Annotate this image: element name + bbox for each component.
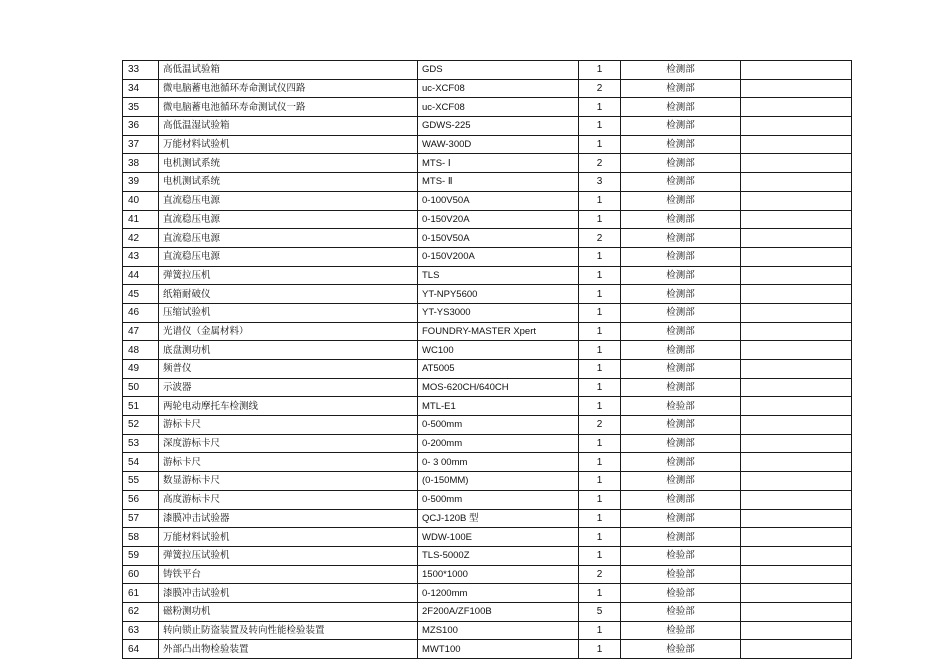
table-row bbox=[123, 117, 852, 136]
equipment-model-cell: 0-500mm bbox=[418, 416, 579, 435]
remarks-cell bbox=[741, 266, 852, 285]
remarks-cell bbox=[741, 61, 852, 80]
quantity-cell: 1 bbox=[579, 285, 621, 304]
row-number-cell: 40 bbox=[123, 191, 159, 210]
equipment-model-cell: MTL-E1 bbox=[418, 397, 579, 416]
row-number-cell: 61 bbox=[123, 584, 159, 603]
equipment-model-cell: TLS-5000Z bbox=[418, 546, 579, 565]
department-cell: 检验部 bbox=[621, 584, 741, 603]
table-row bbox=[123, 453, 852, 472]
table-row bbox=[123, 61, 852, 80]
remarks-cell bbox=[741, 135, 852, 154]
remarks-cell bbox=[741, 210, 852, 229]
table-row bbox=[123, 98, 852, 117]
department-cell: 检测部 bbox=[621, 360, 741, 379]
quantity-cell: 1 bbox=[579, 434, 621, 453]
remarks-cell bbox=[741, 322, 852, 341]
quantity-cell: 1 bbox=[579, 266, 621, 285]
equipment-name-cell: 高低温湿试验箱 bbox=[159, 117, 418, 136]
quantity-cell: 1 bbox=[579, 61, 621, 80]
equipment-model-cell: 0-150V50A bbox=[418, 229, 579, 248]
remarks-cell bbox=[741, 640, 852, 659]
row-number-cell: 41 bbox=[123, 210, 159, 229]
row-number-cell: 54 bbox=[123, 453, 159, 472]
table-row bbox=[123, 322, 852, 341]
quantity-cell: 1 bbox=[579, 303, 621, 322]
equipment-name-cell: 直流稳压电源 bbox=[159, 247, 418, 266]
quantity-cell: 2 bbox=[579, 229, 621, 248]
equipment-model-cell: AT5005 bbox=[418, 360, 579, 379]
table-row bbox=[123, 416, 852, 435]
quantity-cell: 1 bbox=[579, 584, 621, 603]
remarks-cell bbox=[741, 98, 852, 117]
equipment-name-cell: 游标卡尺 bbox=[159, 453, 418, 472]
remarks-cell bbox=[741, 191, 852, 210]
remarks-cell bbox=[741, 434, 852, 453]
row-number-cell: 44 bbox=[123, 266, 159, 285]
department-cell: 检验部 bbox=[621, 602, 741, 621]
remarks-cell bbox=[741, 173, 852, 192]
equipment-model-cell: WAW-300D bbox=[418, 135, 579, 154]
remarks-cell bbox=[741, 584, 852, 603]
quantity-cell: 1 bbox=[579, 135, 621, 154]
row-number-cell: 52 bbox=[123, 416, 159, 435]
equipment-model-cell: 2F200A/ZF100B bbox=[418, 602, 579, 621]
table-row bbox=[123, 303, 852, 322]
equipment-model-cell: uc-XCF08 bbox=[418, 98, 579, 117]
department-cell: 检测部 bbox=[621, 285, 741, 304]
row-number-cell: 34 bbox=[123, 79, 159, 98]
table-row bbox=[123, 79, 852, 98]
quantity-cell: 5 bbox=[579, 602, 621, 621]
department-cell: 检测部 bbox=[621, 453, 741, 472]
remarks-cell bbox=[741, 565, 852, 584]
department-cell: 检测部 bbox=[621, 135, 741, 154]
equipment-table bbox=[122, 60, 852, 659]
department-cell: 检测部 bbox=[621, 341, 741, 360]
equipment-name-cell: 万能材料试验机 bbox=[159, 135, 418, 154]
department-cell: 检测部 bbox=[621, 210, 741, 229]
equipment-name-cell: 数显游标卡尺 bbox=[159, 472, 418, 491]
row-number-cell: 57 bbox=[123, 509, 159, 528]
equipment-model-cell: 1500*1000 bbox=[418, 565, 579, 584]
equipment-model-cell: MWT100 bbox=[418, 640, 579, 659]
remarks-cell bbox=[741, 229, 852, 248]
department-cell: 检测部 bbox=[621, 472, 741, 491]
table-row bbox=[123, 434, 852, 453]
equipment-model-cell: 0-200mm bbox=[418, 434, 579, 453]
equipment-name-cell: 深度游标卡尺 bbox=[159, 434, 418, 453]
equipment-model-cell: WC100 bbox=[418, 341, 579, 360]
equipment-name-cell: 频普仪 bbox=[159, 360, 418, 379]
remarks-cell bbox=[741, 154, 852, 173]
table-row bbox=[123, 621, 852, 640]
row-number-cell: 43 bbox=[123, 247, 159, 266]
department-cell: 检测部 bbox=[621, 229, 741, 248]
row-number-cell: 64 bbox=[123, 640, 159, 659]
equipment-model-cell: MOS-620CH/640CH bbox=[418, 378, 579, 397]
equipment-name-cell: 直流稳压电源 bbox=[159, 191, 418, 210]
row-number-cell: 50 bbox=[123, 378, 159, 397]
quantity-cell: 1 bbox=[579, 360, 621, 379]
equipment-table-body bbox=[123, 61, 852, 659]
equipment-name-cell: 两轮电动摩托车检测线 bbox=[159, 397, 418, 416]
equipment-name-cell: 直流稳压电源 bbox=[159, 210, 418, 229]
table-row bbox=[123, 397, 852, 416]
remarks-cell bbox=[741, 285, 852, 304]
equipment-model-cell: YT-YS3000 bbox=[418, 303, 579, 322]
quantity-cell: 1 bbox=[579, 528, 621, 547]
row-number-cell: 42 bbox=[123, 229, 159, 248]
remarks-cell bbox=[741, 378, 852, 397]
equipment-model-cell: YT-NPY5600 bbox=[418, 285, 579, 304]
department-cell: 检测部 bbox=[621, 266, 741, 285]
department-cell: 检测部 bbox=[621, 434, 741, 453]
department-cell: 检测部 bbox=[621, 490, 741, 509]
equipment-model-cell: MTS- Ⅱ bbox=[418, 173, 579, 192]
quantity-cell: 2 bbox=[579, 416, 621, 435]
equipment-model-cell: uc-XCF08 bbox=[418, 79, 579, 98]
equipment-name-cell: 电机测试系统 bbox=[159, 173, 418, 192]
equipment-name-cell: 纸箱耐破仪 bbox=[159, 285, 418, 304]
row-number-cell: 53 bbox=[123, 434, 159, 453]
equipment-name-cell: 游标卡尺 bbox=[159, 416, 418, 435]
row-number-cell: 35 bbox=[123, 98, 159, 117]
remarks-cell bbox=[741, 79, 852, 98]
remarks-cell bbox=[741, 341, 852, 360]
table-row bbox=[123, 584, 852, 603]
remarks-cell bbox=[741, 360, 852, 379]
remarks-cell bbox=[741, 621, 852, 640]
equipment-name-cell: 万能材料试验机 bbox=[159, 528, 418, 547]
quantity-cell: 1 bbox=[579, 546, 621, 565]
table-row bbox=[123, 378, 852, 397]
department-cell: 检测部 bbox=[621, 117, 741, 136]
remarks-cell bbox=[741, 528, 852, 547]
department-cell: 检测部 bbox=[621, 98, 741, 117]
row-number-cell: 55 bbox=[123, 472, 159, 491]
quantity-cell: 1 bbox=[579, 472, 621, 491]
quantity-cell: 1 bbox=[579, 210, 621, 229]
quantity-cell: 1 bbox=[579, 621, 621, 640]
table-row bbox=[123, 173, 852, 192]
equipment-name-cell: 压缩试验机 bbox=[159, 303, 418, 322]
equipment-name-cell: 底盘测功机 bbox=[159, 341, 418, 360]
table-row bbox=[123, 490, 852, 509]
table-row bbox=[123, 640, 852, 659]
quantity-cell: 1 bbox=[579, 378, 621, 397]
department-cell: 检测部 bbox=[621, 416, 741, 435]
equipment-model-cell: 0-150V20A bbox=[418, 210, 579, 229]
department-cell: 检验部 bbox=[621, 546, 741, 565]
department-cell: 检验部 bbox=[621, 621, 741, 640]
equipment-name-cell: 磁粉测功机 bbox=[159, 602, 418, 621]
department-cell: 检测部 bbox=[621, 191, 741, 210]
remarks-cell bbox=[741, 509, 852, 528]
quantity-cell: 1 bbox=[579, 490, 621, 509]
remarks-cell bbox=[741, 117, 852, 136]
table-row bbox=[123, 247, 852, 266]
quantity-cell: 1 bbox=[579, 191, 621, 210]
equipment-name-cell: 微电脑蓄电池循环寿命测试仪一路 bbox=[159, 98, 418, 117]
department-cell: 检测部 bbox=[621, 322, 741, 341]
equipment-name-cell: 光谱仪（金属材料） bbox=[159, 322, 418, 341]
table-row bbox=[123, 210, 852, 229]
equipment-name-cell: 示波器 bbox=[159, 378, 418, 397]
row-number-cell: 56 bbox=[123, 490, 159, 509]
table-row bbox=[123, 472, 852, 491]
equipment-model-cell: (0-150MM) bbox=[418, 472, 579, 491]
equipment-name-cell: 弹簧拉压机 bbox=[159, 266, 418, 285]
quantity-cell: 1 bbox=[579, 640, 621, 659]
table-row bbox=[123, 266, 852, 285]
row-number-cell: 46 bbox=[123, 303, 159, 322]
department-cell: 检测部 bbox=[621, 303, 741, 322]
department-cell: 检测部 bbox=[621, 509, 741, 528]
remarks-cell bbox=[741, 416, 852, 435]
table-row bbox=[123, 154, 852, 173]
table-row bbox=[123, 191, 852, 210]
table-row bbox=[123, 509, 852, 528]
row-number-cell: 60 bbox=[123, 565, 159, 584]
quantity-cell: 1 bbox=[579, 509, 621, 528]
remarks-cell bbox=[741, 453, 852, 472]
equipment-name-cell: 铸铁平台 bbox=[159, 565, 418, 584]
table-row bbox=[123, 565, 852, 584]
equipment-model-cell: TLS bbox=[418, 266, 579, 285]
remarks-cell bbox=[741, 247, 852, 266]
equipment-name-cell: 转向锁止防盗装置及转向性能检验装置 bbox=[159, 621, 418, 640]
remarks-cell bbox=[741, 490, 852, 509]
equipment-model-cell: GDS bbox=[418, 61, 579, 80]
row-number-cell: 45 bbox=[123, 285, 159, 304]
department-cell: 检测部 bbox=[621, 378, 741, 397]
row-number-cell: 39 bbox=[123, 173, 159, 192]
remarks-cell bbox=[741, 397, 852, 416]
row-number-cell: 48 bbox=[123, 341, 159, 360]
row-number-cell: 38 bbox=[123, 154, 159, 173]
remarks-cell bbox=[741, 602, 852, 621]
quantity-cell: 2 bbox=[579, 79, 621, 98]
equipment-name-cell: 外部凸出物检验装置 bbox=[159, 640, 418, 659]
row-number-cell: 51 bbox=[123, 397, 159, 416]
equipment-name-cell: 高度游标卡尺 bbox=[159, 490, 418, 509]
department-cell: 检验部 bbox=[621, 397, 741, 416]
equipment-model-cell: 0-1200mm bbox=[418, 584, 579, 603]
quantity-cell: 3 bbox=[579, 173, 621, 192]
equipment-model-cell: 0-150V200A bbox=[418, 247, 579, 266]
table-row bbox=[123, 229, 852, 248]
department-cell: 检测部 bbox=[621, 61, 741, 80]
equipment-name-cell: 漆膜冲击试验器 bbox=[159, 509, 418, 528]
equipment-name-cell: 电机测试系统 bbox=[159, 154, 418, 173]
quantity-cell: 1 bbox=[579, 341, 621, 360]
row-number-cell: 47 bbox=[123, 322, 159, 341]
equipment-model-cell: 0-100V50A bbox=[418, 191, 579, 210]
equipment-model-cell: MZS100 bbox=[418, 621, 579, 640]
quantity-cell: 1 bbox=[579, 453, 621, 472]
department-cell: 检验部 bbox=[621, 565, 741, 584]
row-number-cell: 58 bbox=[123, 528, 159, 547]
equipment-name-cell: 弹簧拉压试验机 bbox=[159, 546, 418, 565]
row-number-cell: 33 bbox=[123, 61, 159, 80]
department-cell: 检测部 bbox=[621, 173, 741, 192]
quantity-cell: 1 bbox=[579, 247, 621, 266]
remarks-cell bbox=[741, 472, 852, 491]
equipment-model-cell: QCJ-120B 型 bbox=[418, 509, 579, 528]
equipment-model-cell: 0- 3 00mm bbox=[418, 453, 579, 472]
quantity-cell: 2 bbox=[579, 154, 621, 173]
equipment-model-cell: GDWS-225 bbox=[418, 117, 579, 136]
remarks-cell bbox=[741, 546, 852, 565]
row-number-cell: 49 bbox=[123, 360, 159, 379]
equipment-name-cell: 微电脑蓄电池循环寿命测试仪四路 bbox=[159, 79, 418, 98]
department-cell: 检测部 bbox=[621, 528, 741, 547]
table-row bbox=[123, 360, 852, 379]
quantity-cell: 2 bbox=[579, 565, 621, 584]
quantity-cell: 1 bbox=[579, 117, 621, 136]
table-row bbox=[123, 546, 852, 565]
department-cell: 检测部 bbox=[621, 79, 741, 98]
table-row bbox=[123, 341, 852, 360]
quantity-cell: 1 bbox=[579, 322, 621, 341]
row-number-cell: 36 bbox=[123, 117, 159, 136]
quantity-cell: 1 bbox=[579, 397, 621, 416]
table-row bbox=[123, 528, 852, 547]
department-cell: 检验部 bbox=[621, 640, 741, 659]
equipment-name-cell: 漆膜冲击试验机 bbox=[159, 584, 418, 603]
quantity-cell: 1 bbox=[579, 98, 621, 117]
row-number-cell: 37 bbox=[123, 135, 159, 154]
table-row bbox=[123, 285, 852, 304]
department-cell: 检测部 bbox=[621, 154, 741, 173]
row-number-cell: 63 bbox=[123, 621, 159, 640]
equipment-model-cell: MTS- Ⅰ bbox=[418, 154, 579, 173]
equipment-name-cell: 高低温试验箱 bbox=[159, 61, 418, 80]
table-row bbox=[123, 135, 852, 154]
equipment-model-cell: WDW-100E bbox=[418, 528, 579, 547]
department-cell: 检测部 bbox=[621, 247, 741, 266]
row-number-cell: 62 bbox=[123, 602, 159, 621]
equipment-name-cell: 直流稳压电源 bbox=[159, 229, 418, 248]
remarks-cell bbox=[741, 303, 852, 322]
row-number-cell: 59 bbox=[123, 546, 159, 565]
equipment-model-cell: 0-500mm bbox=[418, 490, 579, 509]
equipment-model-cell: FOUNDRY-MASTER Xpert bbox=[418, 322, 579, 341]
table-row bbox=[123, 602, 852, 621]
